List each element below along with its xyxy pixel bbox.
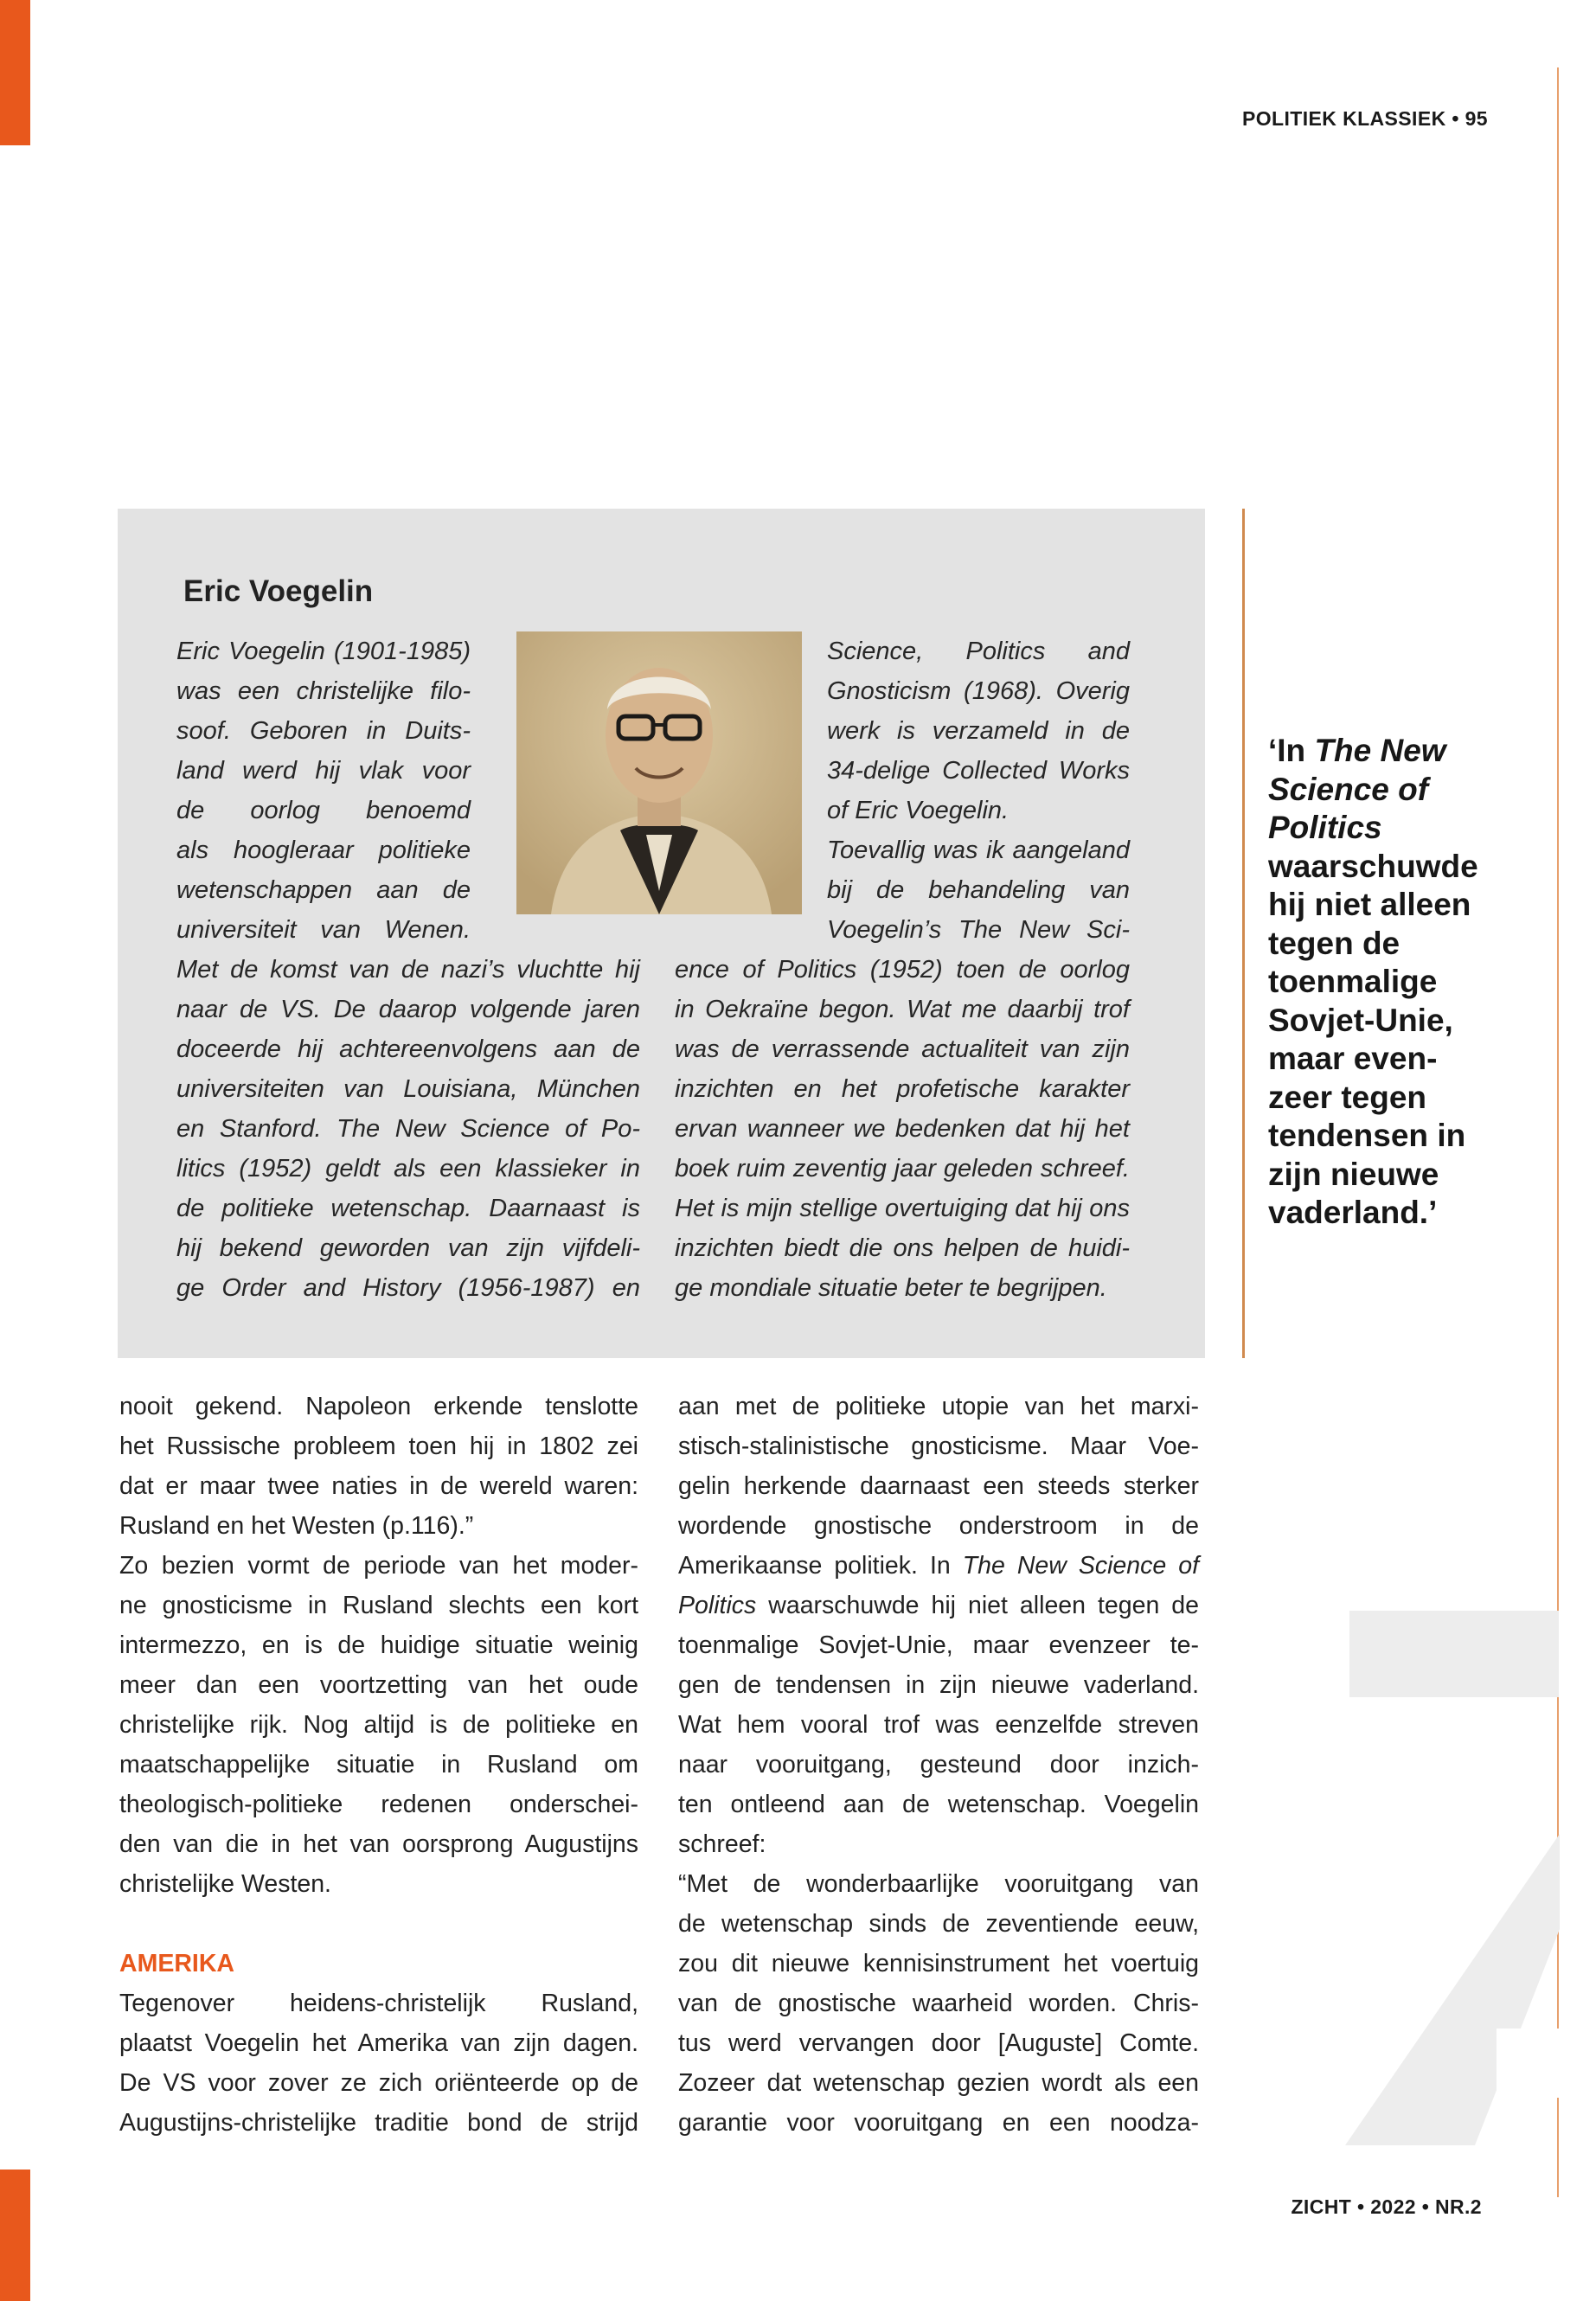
orange-edge-tab-bottom — [0, 2170, 30, 2301]
pull-quote-rule — [1242, 509, 1245, 1358]
left-body-column: nooit gekend. Napoleon erkende tenslotte het Russische probleem toen hij in 1802 zei dat er maar twee naties in de wereld waren: Rusland en het Westen (p.116).” Zo bezien vormt de periode van het moder- ne gnosticisme in Rusland slechts een kort intermezzo, en is de huidige situatie weinig meer dan een voortzetting van het oude christelijke rijk. Nog altijd is de politieke en maatschappelijke situatie in Rusland om theologisch-politieke redenen onderschei- den van die in het van oorsprong Augustijns christelijke Westen. AMERIKA Tegenover heidens-christelijk Rusland, plaatst Voegelin het Amerika van zijn dagen. De VS voor zover ze zich oriënteerde op de Augustijns-christelijke traditie bond de strijd — [119, 1393, 638, 2137]
portrait-photo — [516, 631, 802, 914]
box-right-wrapped-text: Science, Politics and Gnosticism (1968). Overig werk is verzameld in de 34-delige Collected Works of Eric Voegelin. Toevallig was ik aangeland bij de behandeling van Voegelin’s The New Sci- — [827, 638, 1130, 944]
section-heading-amerika: AMERIKA — [119, 1950, 234, 1977]
box-left-wrapped-text: Eric Voegelin (1901-1985) was een christelijke filo- soof. Geboren in Duits- land werd hij vlak voor de oorlog benoemd als hoogleraar politieke wetenschappen aan de universiteit van Wenen. — [176, 638, 471, 944]
right-body-column: aan met de politieke utopie van het marxi- stisch-stalinistische gnosticisme. Maar Voe- gelin herkende daarnaast een steeds sterker wordende gnostische onderstroom in de Amerikaanse politiek. In The New Science of Politics waarschuwde hij niet alleen tegen de toenmalige Sovjet-Unie, maar evenzeer te- gen de tendensen in zijn nieuwe vaderland. Wat hem vooral trof was eenzelfde streven naar vooruitgang, gesteund door inzich- ten ontleend aan de wetenschap. Voegelin schreef: “Met de wonderbaarlijke vooruitgang van de wetenschap sinds de zeventiende eeuw, zou dit nieuwe kennisinstrument het voertuig van de gnostische waarheid worden. Chris- tus werd vervangen door [Auguste] Comte. Zozeer dat wetenschap gezien wordt als een garantie voor vooruitgang en een noodza- — [678, 1393, 1199, 2137]
box-title: Eric Voegelin — [183, 574, 374, 608]
box-right-full-text: ence of Politics (1952) toen de oorlog in Oekraïne begon. Wat me daarbij trof was de verrassende actualiteit van zijn inzichten en het profetische karakter ervan wanneer we bedenken dat hij het boek ruim zeventig jaar geleden schreef. Het is mijn stellige overtuiging dat hij ons inzichten biedt die ons helpen de huidi- ge mondiale situatie beter te begrijpen. — [675, 956, 1130, 1302]
pull-quote: ‘In The New Science of Politics waarschuwde hij niet alleen tegen de toenmalige Sovjet-Unie, maar even-zeer tegen tendensen in zijn nieuwe vaderland.’ — [1268, 733, 1478, 1230]
box-left-full-text: Met de komst van de nazi’s vluchtte hij naar de VS. De daarop volgende jaren doceerde hij achtereenvolgens aan de universiteiten van Louisiana, München en Stanford. The New Science of Po- litics (1952) geldt als een klassieker in de politieke wetenschap. Daarnaast is hij bekend geworden van zijn vijfdeli- ge Order and History (1956-1987) en — [176, 956, 640, 1302]
running-head: POLITIEK KLASSIEK • 95 — [1242, 107, 1488, 130]
orange-edge-tab-top — [0, 0, 30, 145]
running-foot: ZICHT • 2022 • NR.2 — [1291, 2195, 1482, 2218]
